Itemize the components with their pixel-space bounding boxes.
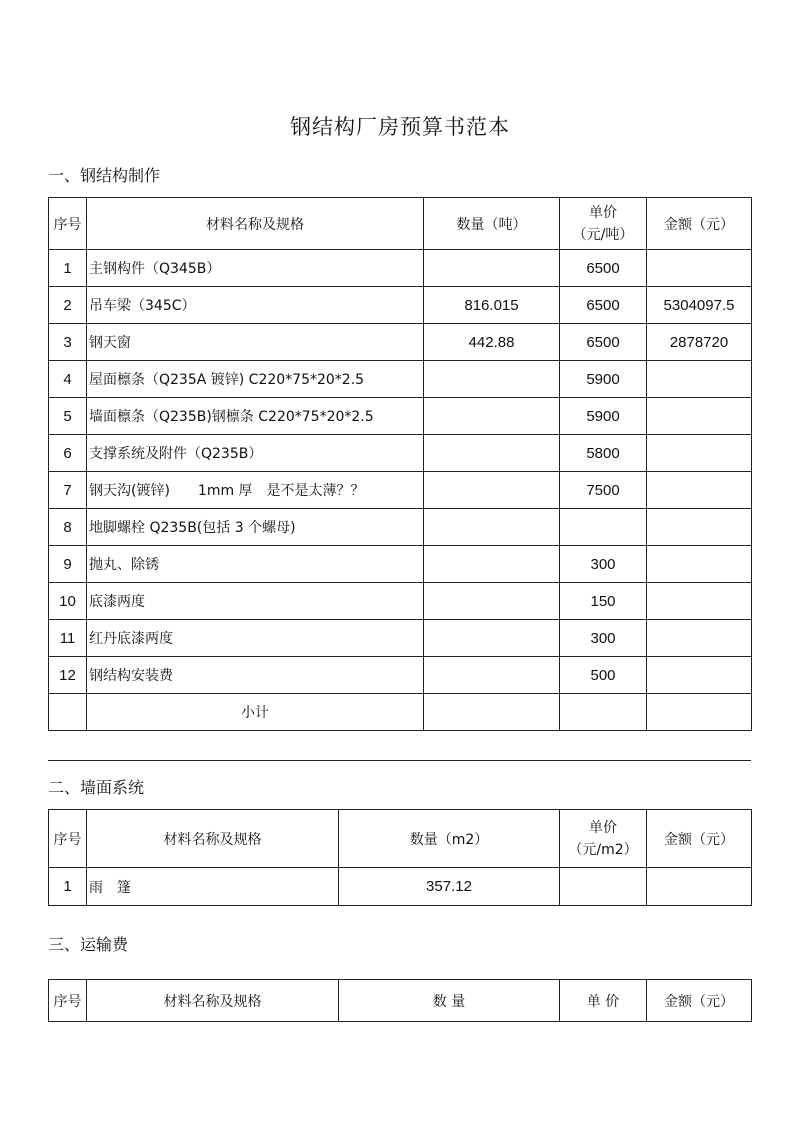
cell-qty [424,546,560,583]
header-seq: 序号 [49,198,87,250]
header-seq: 序号 [49,980,87,1022]
header-name: 材料名称及规格 [87,198,424,250]
header-amount: 金额（元） [647,810,752,868]
cell-name: 底漆两度 [87,583,424,620]
cell-amount [647,546,752,583]
section-heading-wall-system: 二、墙面系统 [48,778,145,797]
cell-qty [424,398,560,435]
cell-amount [647,509,752,546]
cell-amount [647,583,752,620]
table-row [49,509,752,546]
cell-seq: 11 [49,620,87,657]
cell-name: 主钢构件（Q345B） [87,250,424,287]
table-row [49,287,752,324]
steel-fabrication-table [48,197,752,731]
cell-name: 抛丸、除锈 [87,546,424,583]
cell-seq: 1 [49,868,87,906]
table-row [49,620,752,657]
cell-amount [647,657,752,694]
header-unit-price-line2: （元/m2） [568,841,638,858]
table-row [49,250,752,287]
cell-name: 红丹底漆两度 [87,620,424,657]
cell-name: 支撑系统及附件（Q235B） [87,435,424,472]
cell-qty: 357.12 [339,868,560,906]
cell-amount [647,435,752,472]
cell-qty [424,509,560,546]
cell-price: 6500 [560,324,647,361]
header-qty: 数 量 [339,980,560,1022]
table-row [49,435,752,472]
table-row [49,583,752,620]
cell-amount [647,868,752,906]
cell-price [560,868,647,906]
header-unit-price-line2: （元/吨） [572,226,634,243]
table-row [49,472,752,509]
cell-name: 钢天沟(镀锌) 1mm 厚 是不是太薄？？ [87,472,424,509]
document-title: 钢结构厂房预算书范本 [290,115,510,139]
cell-qty: 816.015 [424,287,560,324]
cell-qty: 442.88 [424,324,560,361]
cell-seq: 9 [49,546,87,583]
cell-seq: 6 [49,435,87,472]
header-qty: 数量（吨） [424,198,560,250]
header-unit-price-line1: 单价 [589,819,617,836]
cell-name: 钢天窗 [87,324,424,361]
table-row [49,398,752,435]
cell-name: 雨 篷 [87,868,339,906]
header-amount: 金额（元） [647,980,752,1022]
table-row [49,657,752,694]
header-seq: 序号 [49,810,87,868]
header-name: 材料名称及规格 [87,810,339,868]
header-unit-price: 单 价 [560,980,647,1022]
cell-amount [647,250,752,287]
table-header-row [49,198,752,250]
cell-price [560,694,647,731]
cell-seq: 12 [49,657,87,694]
header-amount: 金额（元） [647,198,752,250]
cell-seq: 10 [49,583,87,620]
section-heading-transport: 三、运输费 [48,935,129,954]
cell-name: 墙面檩条（Q235B)钢檩条 C220*75*20*2.5 [87,398,424,435]
cell-seq: 7 [49,472,87,509]
cell-price [560,509,647,546]
cell-seq: 8 [49,509,87,546]
cell-price: 5900 [560,398,647,435]
cell-name: 吊车梁（345C） [87,287,424,324]
cell-price: 500 [560,657,647,694]
cell-amount [647,398,752,435]
cell-qty [424,694,560,731]
cell-name: 地脚螺栓 Q235B(包括 3 个螺母) [87,509,424,546]
cell-name: 钢结构安装费 [87,657,424,694]
cell-seq: 5 [49,398,87,435]
cell-amount: 5304097.5 [647,287,752,324]
cell-price: 7500 [560,472,647,509]
cell-qty [424,435,560,472]
cell-qty [424,620,560,657]
cell-price: 5800 [560,435,647,472]
cell-qty [424,472,560,509]
cell-amount [647,361,752,398]
header-qty: 数量（m2） [339,810,560,868]
transport-table [48,979,752,1022]
cell-price: 150 [560,583,647,620]
cell-qty [424,250,560,287]
cell-price: 300 [560,620,647,657]
cell-seq: 3 [49,324,87,361]
cell-amount: 2878720 [647,324,752,361]
cell-seq: 2 [49,287,87,324]
header-unit-price-line1: 单价 [589,204,617,221]
section-divider [48,760,751,761]
table-header-row [49,980,752,1022]
cell-name: 屋面檩条（Q235A 镀锌) C220*75*20*2.5 [87,361,424,398]
cell-price: 5900 [560,361,647,398]
cell-seq: 1 [49,250,87,287]
cell-price: 6500 [560,250,647,287]
header-unit-price [560,198,647,250]
table-row [49,324,752,361]
table-row [49,868,752,906]
table-header-row [49,810,752,868]
subtotal-label: 小计 [87,694,424,731]
cell-seq: 4 [49,361,87,398]
cell-qty [424,361,560,398]
cell-amount [647,694,752,731]
header-name: 材料名称及规格 [87,980,339,1022]
table-row [49,546,752,583]
section-heading-steel-fabrication: 一、钢结构制作 [48,166,161,185]
cell-qty [424,657,560,694]
wall-system-table [48,809,752,906]
header-unit-price [560,810,647,868]
cell-seq [49,694,87,731]
subtotal-row [49,694,752,731]
cell-amount [647,620,752,657]
cell-amount [647,472,752,509]
cell-price: 6500 [560,287,647,324]
table-row [49,361,752,398]
cell-price: 300 [560,546,647,583]
cell-qty [424,583,560,620]
